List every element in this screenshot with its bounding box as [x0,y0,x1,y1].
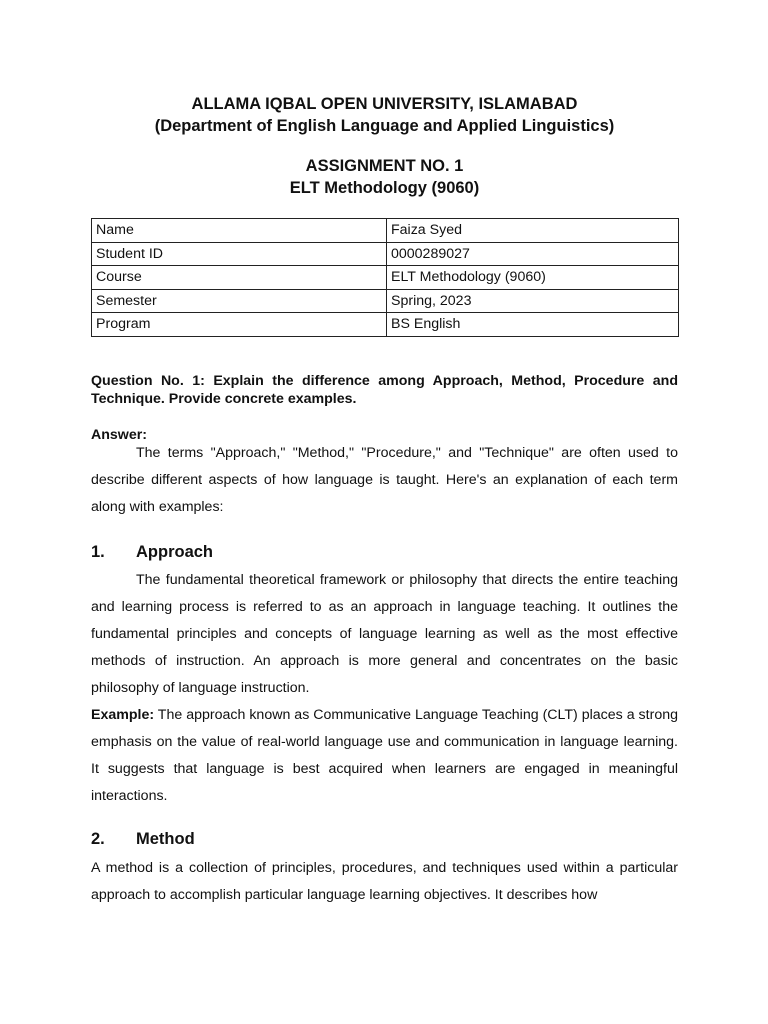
student-info-table [91,218,679,337]
student-id-value: 0000289027 [387,242,679,266]
assignment-title: ASSIGNMENT NO. 1 [305,157,464,175]
semester-value: Spring, 2023 [387,289,679,313]
section-heading-method [91,829,195,849]
answer-label: Answer: [91,427,147,443]
approach-example-paragraph [91,702,678,810]
course-label: Course [92,266,387,290]
table-row [92,219,679,243]
name-value: Faiza Syed [387,219,679,243]
program-value: BS English [387,313,679,337]
course-title: ELT Methodology (9060) [289,179,480,197]
name-label: Name [92,219,387,243]
question-text: Question No. 1: Explain the difference among Approach, Method, Procedure and Technique. Provide concrete examples. [91,373,678,407]
semester-label: Semester [92,289,387,313]
table-row [92,289,679,313]
department-title: (Department of English Language and Applied Linguistics) [154,117,615,135]
section-title: Approach [136,543,214,561]
example-label: Example: [91,707,155,723]
section-title: Method [136,830,195,848]
university-title: ALLAMA IQBAL OPEN UNIVERSITY, ISLAMABAD [191,95,578,113]
example-text: The approach known as Communicative Language Teaching (CLT) places a strong emphasis on the value of real-world language use and communication in language learning. It suggests that language is best acquired when learners are engaged in meaningful interactions. [91,707,678,804]
program-label: Program [92,313,387,337]
student-id-label: Student ID [92,242,387,266]
method-paragraph: A method is a collection of principles, procedures, and techniques used within a particular approach to accomplish particular language learning objectives. It describes how [91,860,678,903]
intro-paragraph: The terms "Approach," "Method," "Procedure," and "Technique" are often used to describe different aspects of how language is taught. Here's an explanation of each term along with examples: [91,445,678,515]
table-row [92,266,679,290]
table-row [92,242,679,266]
table-row [92,313,679,337]
section-number: 1. [91,543,105,561]
section-heading-approach [91,542,213,562]
section-number: 2. [91,830,105,848]
course-value: ELT Methodology (9060) [387,266,679,290]
approach-paragraph: The fundamental theoretical framework or philosophy that directs the entire teaching and learning process is referred to as an approach in language teaching. It outlines the fundamental principles and concepts of language learning as well as the most effective methods of instruction. An approach is more general and concentrates on the basic philosophy of language instruction. [91,572,678,696]
